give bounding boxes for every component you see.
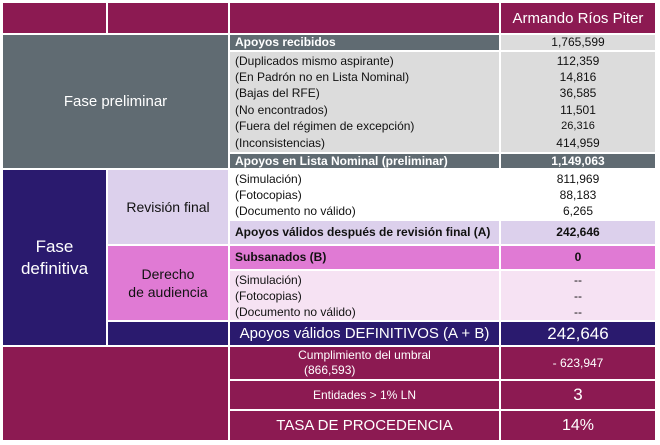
final-review-value-invalid-document: 6,265 <box>562 204 594 218</box>
header-empty-cell-3 <box>229 2 500 34</box>
hearing-value-simulation: -- <box>574 273 582 287</box>
deduction-value-exception: 26,316 <box>561 120 595 132</box>
threshold-label-line2: (866,593) <box>304 363 356 377</box>
final-review-value-photocopies: 88,183 <box>559 188 597 202</box>
deduction-label-not-in-list: (En Padrón no en Lista Nominal) <box>235 70 410 84</box>
hearing-label-photocopies: (Fotocopias) <box>235 289 302 303</box>
deduction-label-not-found: (No encontrados) <box>235 103 328 117</box>
threshold-label <box>229 346 500 380</box>
received-label: Apoyos recibidos <box>229 34 500 51</box>
threshold-value: - 623,947 <box>500 346 656 380</box>
received-value: 1,765,599 <box>500 34 656 51</box>
phase-definitive-line1: Fase <box>35 236 74 256</box>
final-review-label-simulation: (Simulación) <box>235 172 302 186</box>
hearing-label <box>107 245 229 321</box>
threshold-label-line1: Cumplimiento del umbral <box>298 348 431 362</box>
deduction-value-not-found: 11,501 <box>560 103 596 117</box>
deduction-label-duplicates: (Duplicados mismo aspirante) <box>235 54 394 68</box>
deduction-label-exception: (Fuera del régimen de excepción) <box>235 119 415 133</box>
hearing-value-invalid-document: -- <box>574 305 582 319</box>
corrected-label: Subsanados (B) <box>229 245 500 270</box>
rate-label: TASA DE PROCEDENCIA <box>229 410 500 441</box>
final-review-value-simulation: 811,969 <box>556 172 600 186</box>
total-empty-cell <box>107 321 229 346</box>
deduction-value-rfe: 36,585 <box>559 86 597 100</box>
final-review-label-photocopies: (Fotocopias) <box>235 188 302 202</box>
deduction-label-rfe: (Bajas del RFE) <box>235 86 320 100</box>
hearing-label-simulation: (Simulación) <box>235 273 302 287</box>
summary-empty-cell <box>2 346 229 441</box>
preliminary-deductions-values <box>500 51 656 153</box>
in-list-label: Apoyos en Lista Nominal (preliminar) <box>229 153 500 169</box>
definitive-total-value: 242,646 <box>500 321 656 346</box>
header-empty-cell-2 <box>107 2 229 34</box>
entities-value: 3 <box>500 380 656 410</box>
entities-label: Entidades > 1% LN <box>229 380 500 410</box>
phase-definitive-label <box>2 169 107 346</box>
phase-preliminary-label: Fase preliminar <box>2 34 229 169</box>
hearing-label-line2: de audiencia <box>128 284 208 300</box>
candidate-name: Armando Ríos Piter <box>500 2 656 34</box>
final-review-values <box>500 169 656 220</box>
definitive-total-label: Apoyos válidos DEFINITIVOS (A + B) <box>229 321 500 346</box>
hearing-label-invalid-document: (Documento no válido) <box>235 305 356 319</box>
final-review-labels <box>229 169 500 220</box>
deduction-label-inconsistencies: (Inconsistencias) <box>235 136 326 150</box>
hearing-value-photocopies: -- <box>574 289 582 303</box>
rate-value: 14% <box>500 410 656 441</box>
hearing-labels <box>229 270 500 321</box>
in-list-value: 1,149,063 <box>500 153 656 169</box>
deduction-value-inconsistencies: 414,959 <box>556 136 600 150</box>
phase-definitive-line2: definitiva <box>20 258 89 278</box>
corrected-value: 0 <box>500 245 656 270</box>
final-review-label-invalid-document: (Documento no válido) <box>235 204 356 218</box>
valid-after-review-label: Apoyos válidos después de revisión final (A) <box>229 220 500 245</box>
deduction-value-not-in-list: 14,816 <box>559 70 597 84</box>
valid-after-review-value: 242,646 <box>500 220 656 245</box>
preliminary-deductions-labels <box>229 51 500 153</box>
hearing-values <box>500 270 656 321</box>
final-review-label: Revisión final <box>107 169 229 245</box>
deduction-value-duplicates: 112,359 <box>556 54 600 68</box>
header-empty-cell-1 <box>2 2 107 34</box>
hearing-label-line1: Derecho <box>141 266 195 282</box>
